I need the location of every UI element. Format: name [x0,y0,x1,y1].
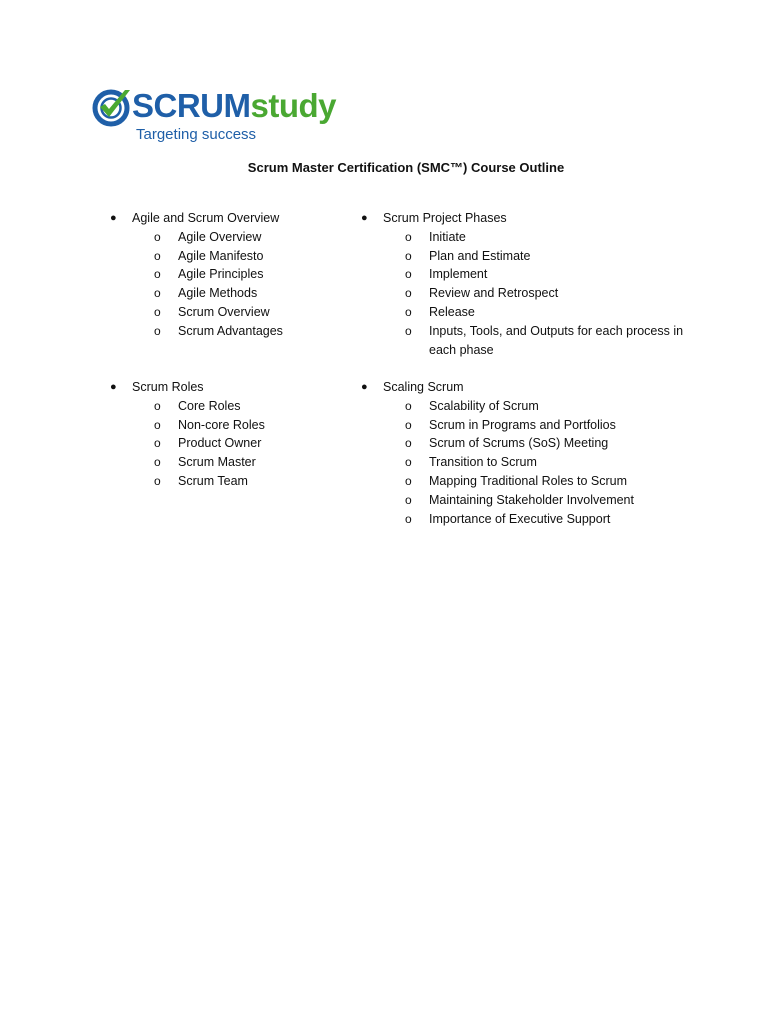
hollow-bullet-icon: o [154,417,161,432]
list-item [359,284,709,303]
list-item-text: Scrum Overview [178,304,270,319]
list-item-text: Agile Methods [178,286,258,301]
list-item-text: Inputs, Tools, and Outputs for each process in each phase [429,323,684,357]
list-item-text: Core Roles [178,398,241,413]
hollow-bullet-icon: o [154,436,161,451]
list-item-text: Plan and Estimate [429,248,531,263]
list-item [359,453,709,472]
hollow-bullet-icon: o [154,398,161,413]
list-item-text: Initiate [429,229,466,244]
hollow-bullet-icon: o [154,248,161,263]
list-item-text: Implement [429,267,488,282]
list-item [359,303,709,322]
list-item [108,453,348,472]
list-item-text: Scrum Master [178,455,256,470]
list-item-text: Scrum Advantages [178,323,283,338]
hollow-bullet-icon: o [405,267,412,282]
list-item [108,322,348,341]
list-item [359,322,709,360]
list-item [359,491,709,510]
hollow-bullet-icon: o [405,398,412,413]
list-item-text: Mapping Traditional Roles to Scrum [429,473,628,488]
hollow-bullet-icon: o [154,323,161,338]
hollow-bullet-icon: o [405,417,412,432]
list-item-text: Non-core Roles [178,417,265,432]
list-item-text: Release [429,304,475,319]
section-heading-text: Scaling Scrum [383,380,464,394]
sub-list [108,397,348,491]
list-item [108,434,348,453]
list-item [108,228,348,247]
logo-tagline: Targeting success [136,126,257,143]
list-item [359,397,709,416]
list-item-text: Maintaining Stakeholder Involvement [429,492,634,507]
list-item-text: Scrum of Scrums (SoS) Meeting [429,436,609,451]
section-heading [108,378,348,397]
list-item [359,265,709,284]
hollow-bullet-icon: o [154,267,161,282]
hollow-bullet-icon: o [405,229,412,244]
hollow-bullet-icon: o [405,248,412,263]
logo-wordmark [132,84,336,128]
sub-list [359,397,709,529]
hollow-bullet-icon: o [405,492,412,507]
list-item [108,397,348,416]
document-title: Scrum Master Certification (SMC™) Course Outline [247,160,565,175]
sub-list [359,228,709,360]
list-item [108,284,348,303]
bullet-icon: ● [361,212,368,224]
list-item-text: Review and Retrospect [429,286,559,301]
list-item-text: Importance of Executive Support [429,511,611,526]
hollow-bullet-icon: o [154,304,161,319]
section-heading-text: Scrum Project Phases [383,211,507,225]
list-item-text: Agile Overview [178,229,262,244]
list-item [108,247,348,266]
list-item [359,434,709,453]
bullet-icon: ● [110,212,117,224]
list-item-text: Scrum in Programs and Portfolios [429,417,616,432]
list-item [108,303,348,322]
section-heading [359,209,709,228]
section-scrum-roles [108,378,348,491]
section-agile-scrum-overview [108,209,348,341]
list-item [359,228,709,247]
list-item [359,510,709,529]
section-heading [359,378,709,397]
section-heading-text: Scrum Roles [132,380,204,394]
bullet-icon: ● [361,381,368,393]
list-item [108,265,348,284]
hollow-bullet-icon: o [405,473,412,488]
section-scrum-project-phases [359,209,709,359]
hollow-bullet-icon: o [405,455,412,470]
hollow-bullet-icon: o [405,304,412,319]
hollow-bullet-icon: o [154,229,161,244]
hollow-bullet-icon: o [405,286,412,301]
list-item [108,472,348,491]
hollow-bullet-icon: o [154,286,161,301]
hollow-bullet-icon: o [405,511,412,526]
sub-list [108,228,348,341]
list-item-text: Agile Manifesto [178,248,264,263]
list-item-text: Scalability of Scrum [429,398,539,413]
hollow-bullet-icon: o [154,473,161,488]
list-item-text: Scrum Team [178,473,248,488]
hollow-bullet-icon: o [405,323,412,338]
section-heading [108,209,348,228]
section-scaling-scrum [359,378,709,528]
list-item [359,416,709,435]
hollow-bullet-icon: o [154,455,161,470]
list-item [108,416,348,435]
scrumstudy-logo [92,84,362,146]
list-item [359,247,709,266]
check-circle-icon [92,86,134,128]
logo-word-scrum: SCRUM [132,87,251,124]
list-item [359,472,709,491]
logo-word-study: study [250,87,337,124]
section-heading-text: Agile and Scrum Overview [132,211,280,225]
hollow-bullet-icon: o [405,436,412,451]
list-item-text: Product Owner [178,436,262,451]
bullet-icon: ● [110,381,117,393]
list-item-text: Agile Principles [178,267,264,282]
list-item-text: Transition to Scrum [429,455,537,470]
